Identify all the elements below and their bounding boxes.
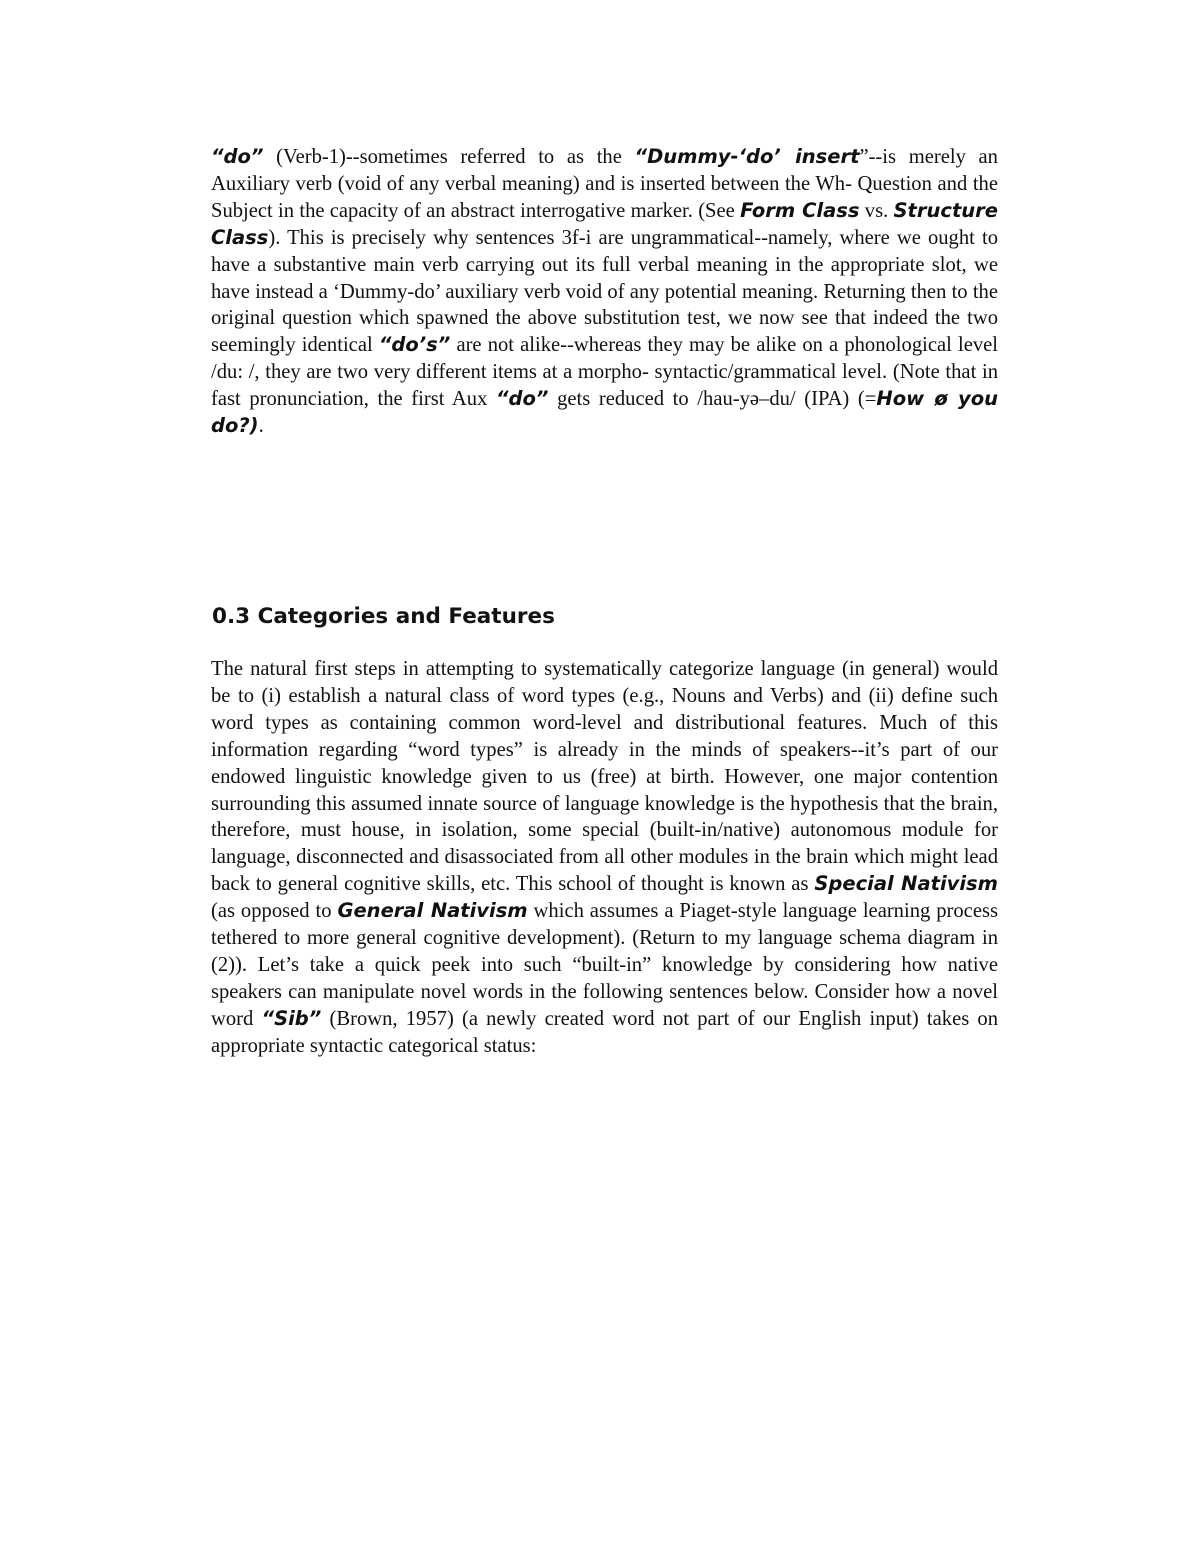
- text-run: are not alike--whereas they may be alike on a phonological level /du: /, they are two very different items at a morpho- syntactic/grammatical level. (Note that in fast pronunciation, the first Aux: [211, 334, 998, 411]
- emphasis-structure-class: Structure Class: [211, 198, 998, 249]
- text-run: .: [258, 415, 264, 438]
- emphasis-special-nativism: Special Nativism: [814, 872, 998, 896]
- text-run: vs.: [859, 199, 894, 222]
- text-run: ”--is merely an Auxiliary verb (void of any verbal meaning) and is inserted between the Wh- Question and the Subject in the capacity of an abstract interrogative marker. (See: [211, 146, 998, 222]
- paragraph-categories: [211, 656, 998, 1060]
- text-run: gets reduced to /hau-yə–du/ (IPA) (=: [548, 388, 877, 411]
- emphasis-sib: “Sib”: [261, 1006, 322, 1030]
- emphasis-form-class: Form Class: [740, 198, 860, 222]
- emphasis-dos: “do’s”: [378, 333, 451, 357]
- text-run: which assumes a Piaget-style language learning process tethered to more general cognitive development). (Return to my language schema diagram in (2)). Let’s take a quick peek into such “built-in” knowledge by considering how native speakers can manipulate novel words in the following sentences below. Consider how a novel word: [211, 900, 998, 1030]
- text-run: The natural first steps in attempting to systematically categorize language (in general) would be to (i) establish a natural class of word types (e.g., Nouns and Verbs) and (ii) define such word types as containing common word-level and distributional features. Much of this information regarding “word types” is already in the minds of speakers--it’s part of our endowed linguistic knowledge given to us (free) at birth. However, one major contention surrounding this assumed innate source of language knowledge is the hypothesis that the brain, therefore, must house, in isolation, some special (built-in/native) autonomous module for language, disconnected and disassociated from all other modules in the brain which might lead back to general cognitive skills, etc. This school of thought is known as: [211, 658, 998, 896]
- emphasis-do-aux: “do”: [496, 387, 549, 411]
- text-run: (Verb-1)--sometimes referred to as the: [263, 146, 635, 168]
- emphasis-general-nativism: General Nativism: [337, 899, 528, 923]
- emphasis-dummy-do-insert: “Dummy-‘do’ insert: [634, 145, 860, 168]
- text-run: (Brown, 1957) (a newly created word not part of our English input) takes on appropriate syntactic categorical status:: [211, 1007, 998, 1057]
- emphasis-how-you-do: How ø you do?): [211, 387, 998, 438]
- paragraph-dummy-do: [211, 144, 998, 440]
- text-run: (as opposed to: [211, 900, 338, 923]
- emphasis-do: “do”: [211, 145, 264, 168]
- text-run: ). This is precisely why sentences 3f-i are ungrammatical--namely, where we ought to have a substantive main verb carrying out its full verbal meaning in the appropriate slot, we have instead a ‘Dummy-do’ auxiliary verb void of any potential meaning. Returning then to the original question which spawned the above substitution test, we now see that indeed the two seemingly identical: [211, 226, 998, 357]
- section-heading: 0.3 Categories and Features: [212, 604, 555, 629]
